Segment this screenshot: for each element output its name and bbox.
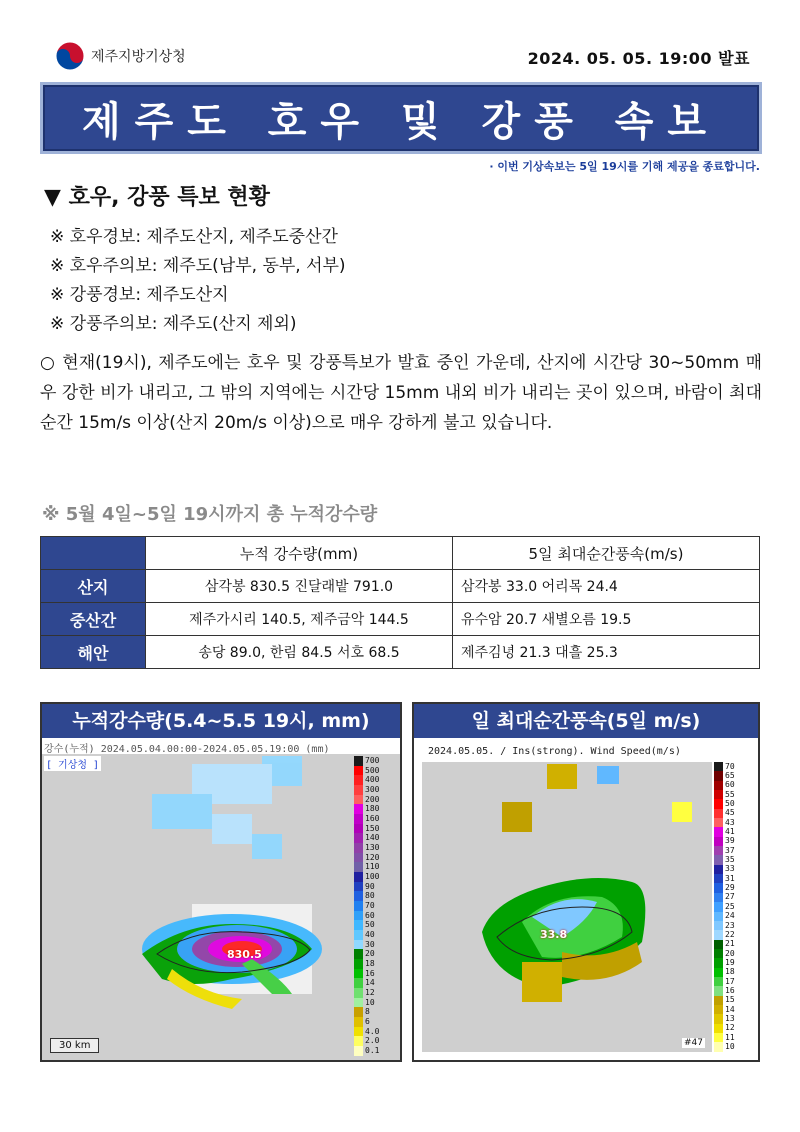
legend-label: 65 [725, 771, 735, 781]
legend-label: 19 [725, 957, 735, 967]
legend-label: 12 [365, 987, 375, 997]
legend-swatch [714, 1033, 723, 1042]
legend-swatch [714, 874, 723, 883]
legend-label: 0.1 [365, 1045, 380, 1055]
legend-label: 700 [365, 755, 380, 765]
legend-swatch [354, 1036, 363, 1046]
legend-swatch [714, 912, 723, 921]
col-rain-header: 누적 강수량(mm) [146, 537, 453, 570]
col-wind-header: 5일 최대순간풍속(m/s) [453, 537, 760, 570]
legend-swatch [714, 837, 723, 846]
legend-swatch [714, 986, 723, 995]
warning-item: ※ 호우경보: 제주도산지, 제주도중산간 [50, 227, 338, 247]
legend-entry [714, 912, 756, 921]
legend-label: 31 [725, 873, 735, 883]
rain-map-image [42, 738, 400, 1060]
org-name: 제주지방기상청 [91, 49, 186, 65]
legend-entry [354, 1017, 398, 1027]
legend-swatch [354, 872, 363, 882]
legend-entry [714, 762, 756, 771]
region-label: 중산간 [41, 603, 146, 636]
rain-map-title: 누적강수량(5.4~5.5 19시, mm) [42, 704, 400, 738]
legend-entry [354, 940, 398, 950]
legend-entry [354, 959, 398, 969]
legend-entry [714, 902, 756, 911]
legend-label: 70 [725, 761, 735, 771]
wind-map-field [422, 762, 712, 1052]
legend-swatch [354, 988, 363, 998]
wind-legend [714, 762, 756, 1052]
legend-label: 10 [365, 997, 375, 1007]
table-row [41, 603, 760, 636]
warning-item: ※ 강풍경보: 제주도산지 [50, 285, 229, 305]
legend-swatch [714, 846, 723, 855]
wind-peak-label: 33.8 [540, 928, 568, 941]
legend-swatch [354, 969, 363, 979]
legend-label: 200 [365, 794, 380, 804]
legend-entry [714, 996, 756, 1005]
frame-label: #47 [684, 1038, 703, 1048]
legend-swatch [354, 824, 363, 834]
legend-swatch [714, 781, 723, 790]
legend-swatch [354, 814, 363, 824]
legend-swatch [354, 775, 363, 785]
legend-entry [714, 827, 756, 836]
legend-swatch [714, 977, 723, 986]
legend-label: 300 [365, 784, 380, 794]
rain-map-field [42, 754, 352, 1060]
legend-swatch [354, 949, 363, 959]
wind-map-image [414, 738, 758, 1060]
legend-label: 400 [365, 775, 380, 785]
legend-label: 90 [365, 881, 375, 891]
legend-swatch [714, 902, 723, 911]
legend-swatch [354, 766, 363, 776]
legend-label: 50 [725, 799, 735, 809]
legend-entry [354, 785, 398, 795]
legend-label: 22 [725, 929, 735, 939]
legend-label: 4.0 [365, 1026, 380, 1036]
legend-label: 45 [725, 808, 735, 818]
legend-label: 100 [365, 871, 380, 881]
legend-swatch [354, 756, 363, 766]
legend-swatch [714, 996, 723, 1005]
legend-swatch [714, 940, 723, 949]
legend-swatch [714, 893, 723, 902]
end-notice: · 이번 기상속보는 5일 19시를 기해 제공을 종료합니다. [489, 160, 760, 173]
legend-label: 55 [725, 789, 735, 799]
legend-label: 14 [725, 1004, 735, 1014]
wind-cell: 제주김녕 21.3 대흘 25.3 [453, 636, 760, 669]
legend-swatch [714, 968, 723, 977]
legend-label: 140 [365, 833, 380, 843]
legend-swatch [354, 1027, 363, 1037]
table-caption: ※ 5월 4일~5일 19시까지 총 누적강수량 [42, 504, 378, 525]
legend-entry [354, 804, 398, 814]
legend-entry [354, 775, 398, 785]
legend-entry [354, 833, 398, 843]
legend-label: 60 [725, 780, 735, 790]
legend-label: 33 [725, 864, 735, 874]
legend-label: 80 [365, 891, 375, 901]
legend-entry [354, 988, 398, 998]
legend-swatch [354, 959, 363, 969]
legend-swatch [714, 921, 723, 930]
legend-label: 14 [365, 978, 375, 988]
legend-swatch [354, 853, 363, 863]
legend-entry [714, 986, 756, 995]
legend-label: 17 [725, 976, 735, 986]
legend-label: 130 [365, 842, 380, 852]
legend-entry [714, 1005, 756, 1014]
wind-map-title: 일 최대순간풍속(5일 m/s) [414, 704, 758, 738]
legend-label: 29 [725, 883, 735, 893]
legend-label: 10 [725, 1041, 735, 1051]
legend-label: 35 [725, 855, 735, 865]
warning-item: ※ 호우주의보: 제주도(남부, 동부, 서부) [50, 256, 346, 276]
kma-emblem-icon [55, 41, 85, 71]
legend-swatch [714, 958, 723, 967]
wind-cell: 삼각봉 33.0 어리목 24.4 [453, 570, 760, 603]
legend-entry [714, 781, 756, 790]
title-banner [40, 82, 762, 154]
legend-label: 110 [365, 862, 380, 872]
legend-label: 50 [365, 920, 375, 930]
legend-entry [354, 795, 398, 805]
legend-entry [354, 969, 398, 979]
rain-map-subtitle: 강수(누적) 2024.05.04.00:00-2024.05.05.19:00 (mm) [44, 744, 330, 755]
legend-entry [714, 949, 756, 958]
legend-entry [354, 978, 398, 988]
legend-entry [714, 837, 756, 846]
legend-entry [354, 843, 398, 853]
legend-label: 30 [365, 939, 375, 949]
legend-swatch [714, 865, 723, 874]
legend-entry [714, 771, 756, 780]
legend-swatch [714, 827, 723, 836]
legend-label: 21 [725, 939, 735, 949]
legend-entry [354, 949, 398, 959]
legend-label: 500 [365, 765, 380, 775]
legend-swatch [354, 1007, 363, 1017]
legend-swatch [714, 1014, 723, 1023]
table-row [41, 636, 760, 669]
legend-entry [714, 790, 756, 799]
legend-entry [714, 809, 756, 818]
legend-swatch [354, 833, 363, 843]
legend-entry [354, 862, 398, 872]
legend-entry [714, 1014, 756, 1023]
table-header-row [41, 537, 760, 570]
legend-entry [714, 855, 756, 864]
legend-swatch [714, 855, 723, 864]
legend-entry [714, 930, 756, 939]
warning-item: ※ 강풍주의보: 제주도(산지 제외) [50, 314, 297, 334]
legend-label: 160 [365, 813, 380, 823]
legend-entry [714, 818, 756, 827]
legend-entry [354, 901, 398, 911]
legend-label: 20 [725, 948, 735, 958]
legend-entry [354, 911, 398, 921]
legend-entry [714, 846, 756, 855]
legend-swatch [354, 920, 363, 930]
legend-swatch [354, 911, 363, 921]
legend-entry [714, 865, 756, 874]
legend-entry [354, 930, 398, 940]
legend-swatch [354, 785, 363, 795]
legend-swatch [714, 818, 723, 827]
legend-swatch [714, 790, 723, 799]
legend-entry [354, 756, 398, 766]
legend-swatch [354, 804, 363, 814]
legend-label: 11 [725, 1032, 735, 1042]
legend-label: 23 [725, 920, 735, 930]
wind-map-panel [412, 702, 760, 1062]
agency-label: [ 기상청 ] [44, 756, 101, 771]
table-corner [41, 537, 146, 570]
legend-label: 150 [365, 823, 380, 833]
rain-cell: 송당 89.0, 한림 84.5 서호 68.5 [146, 636, 453, 669]
legend-label: 6 [365, 1016, 370, 1026]
wind-cell: 유수암 20.7 새별오름 19.5 [453, 603, 760, 636]
legend-swatch [714, 771, 723, 780]
legend-entry [714, 893, 756, 902]
legend-label: 39 [725, 836, 735, 846]
legend-label: 180 [365, 804, 380, 814]
rain-map-panel [40, 702, 402, 1062]
legend-entry [714, 921, 756, 930]
legend-entry [354, 1046, 398, 1056]
legend-entry [354, 891, 398, 901]
legend-entry [354, 853, 398, 863]
legend-swatch [354, 795, 363, 805]
legend-entry [714, 977, 756, 986]
region-label: 산지 [41, 570, 146, 603]
legend-entry [714, 799, 756, 808]
legend-label: 8 [365, 1007, 370, 1017]
legend-entry [714, 883, 756, 892]
legend-entry [714, 874, 756, 883]
legend-label: 13 [725, 1013, 735, 1023]
legend-label: 43 [725, 817, 735, 827]
legend-label: 41 [725, 827, 735, 837]
legend-label: 24 [725, 911, 735, 921]
legend-label: 18 [365, 958, 375, 968]
legend-entry [714, 968, 756, 977]
legend-swatch [354, 891, 363, 901]
summary-paragraph: ○ 현재(19시), 제주도에는 호우 및 강풍특보가 발효 중인 가운데, 산지에 시간당 30~50mm 매우 강한 비가 내리고, 그 밖의 지역에는 시간당 15mm 내외 비가 내리는 곳이 있으며, 바람이 최대순간 15m/s 이상(산지 20m/s 이상)으로 매우 강하게 불고 있습니다. [40, 353, 762, 433]
rain-cell: 제주가시리 140.5, 제주금악 144.5 [146, 603, 453, 636]
legend-label: 20 [365, 949, 375, 959]
legend-label: 15 [725, 995, 735, 1005]
legend-entry [354, 766, 398, 776]
legend-label: 70 [365, 900, 375, 910]
legend-label: 16 [725, 985, 735, 995]
legend-entry [354, 920, 398, 930]
legend-label: 12 [725, 1023, 735, 1033]
page-title: 제주도 호우 및 강풍 속보 [81, 98, 721, 145]
legend-entry [354, 1027, 398, 1037]
legend-entry [354, 824, 398, 834]
legend-swatch [354, 998, 363, 1008]
legend-swatch [354, 1046, 363, 1056]
region-label: 해안 [41, 636, 146, 669]
scale-bar: 30 km [50, 1038, 99, 1053]
legend-swatch [714, 883, 723, 892]
rain-wind-table [40, 536, 760, 669]
legend-label: 37 [725, 845, 735, 855]
legend-label: 25 [725, 901, 735, 911]
legend-entry [354, 1007, 398, 1017]
legend-swatch [354, 940, 363, 950]
legend-label: 27 [725, 892, 735, 902]
legend-swatch [714, 930, 723, 939]
legend-swatch [714, 1005, 723, 1014]
legend-entry [354, 1036, 398, 1046]
legend-entry [354, 998, 398, 1008]
legend-entry [714, 1042, 756, 1051]
legend-label: 2.0 [365, 1036, 380, 1046]
wind-map-subtitle: 2024.05.05. / Ins(strong). Wind Speed(m/s) [428, 746, 681, 757]
wind-map-field-bg [422, 762, 712, 1052]
legend-swatch [354, 882, 363, 892]
legend-swatch [714, 799, 723, 808]
legend-swatch [714, 762, 723, 771]
legend-swatch [714, 1024, 723, 1033]
legend-swatch [354, 978, 363, 988]
legend-swatch [354, 862, 363, 872]
legend-entry [354, 882, 398, 892]
legend-swatch [354, 930, 363, 940]
legend-swatch [354, 901, 363, 911]
legend-label: 40 [365, 929, 375, 939]
table-row [41, 570, 760, 603]
rain-legend [354, 756, 398, 1056]
legend-entry [354, 814, 398, 824]
status-heading: ▼ 호우, 강풍 특보 현황 [44, 185, 270, 210]
legend-swatch [714, 949, 723, 958]
legend-swatch [354, 843, 363, 853]
legend-entry [714, 1024, 756, 1033]
issue-datetime: 2024. 05. 05. 19:00 발표 [527, 49, 750, 68]
rain-cell: 삼각봉 830.5 진달래밭 791.0 [146, 570, 453, 603]
legend-entry [714, 940, 756, 949]
legend-entry [714, 1033, 756, 1042]
legend-entry [714, 958, 756, 967]
legend-swatch [714, 809, 723, 818]
legend-label: 18 [725, 967, 735, 977]
rain-peak-label: 830.5 [227, 948, 262, 961]
legend-swatch [354, 1017, 363, 1027]
legend-label: 120 [365, 852, 380, 862]
legend-label: 60 [365, 910, 375, 920]
legend-swatch [714, 1042, 723, 1051]
org-logo [55, 38, 186, 74]
legend-label: 16 [365, 968, 375, 978]
legend-entry [354, 872, 398, 882]
